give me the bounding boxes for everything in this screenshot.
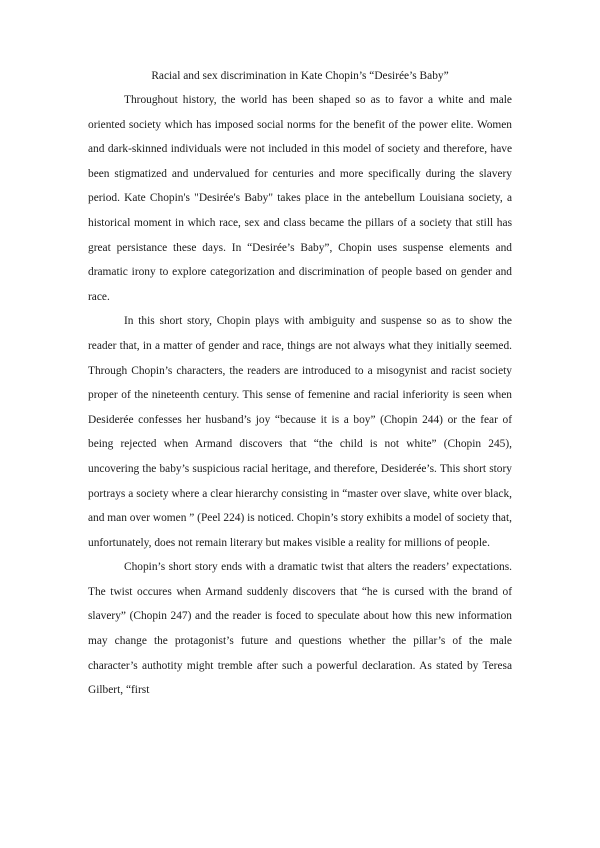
paragraph-2: In this short story, Chopin plays with ambiguity and suspense so as to show the reader that, in a matter of gender and race, things are not always what they initially seemed. Through Chopin’s characters, the readers are introduced to a misogynist and racist society proper of the nineteenth century. This sense of femenine and racial inferiority is seen when Desiderée confesses her husband’s joy “because it is a boy” (Chopin 244) or the fear of being rejected when Armand discovers that “the child is not white” (Chopin 245), uncovering the baby’s suspicious racial heritage, and therefore, Desiderée’s. This short story portrays a society where a clear hierarchy consisting in “master over slave, white over black, and man over women ” (Peel 224) is noticed. Chopin’s story exhibits a model of society that, unfortunately, does not remain literary but makes visible a reality for millions of people. <box>88 315 512 549</box>
paragraph-3: Chopin’s short story ends with a dramatic twist that alters the readers’ expectations. The twist occures when Armand suddenly discovers that “he is cursed with the brand of slavery” (Chopin 247) and the reader is foced to speculate about how this new information may change the protagonist’s future and questions whether the pillar’s of the male character’s authotity might tremble after such a powerful declaration. As stated by Teresa Gilbert, “first <box>88 561 512 697</box>
essay-title: Racial and sex discrimination in Kate Chopin’s “Desirée’s Baby” <box>151 70 449 82</box>
paragraph-1: Throughout history, the world has been shaped so as to favor a white and male oriented society which has imposed social norms for the benefit of the power elite. Women and dark-skinned individuals were not included in this model of society and therefore, have been stigmatized and undervalued for centuries and more specifically during the slavery period. Kate Chopin's "Desirée's Baby" takes place in the antebellum Louisiana society, a historical moment in which race, sex and class became the pillars of a society that still has great persistance these days. In “Desirée’s Baby”, Chopin uses suspense elements and dramatic irony to explore categorization and discrimination of people based on gender and race. <box>88 94 512 303</box>
